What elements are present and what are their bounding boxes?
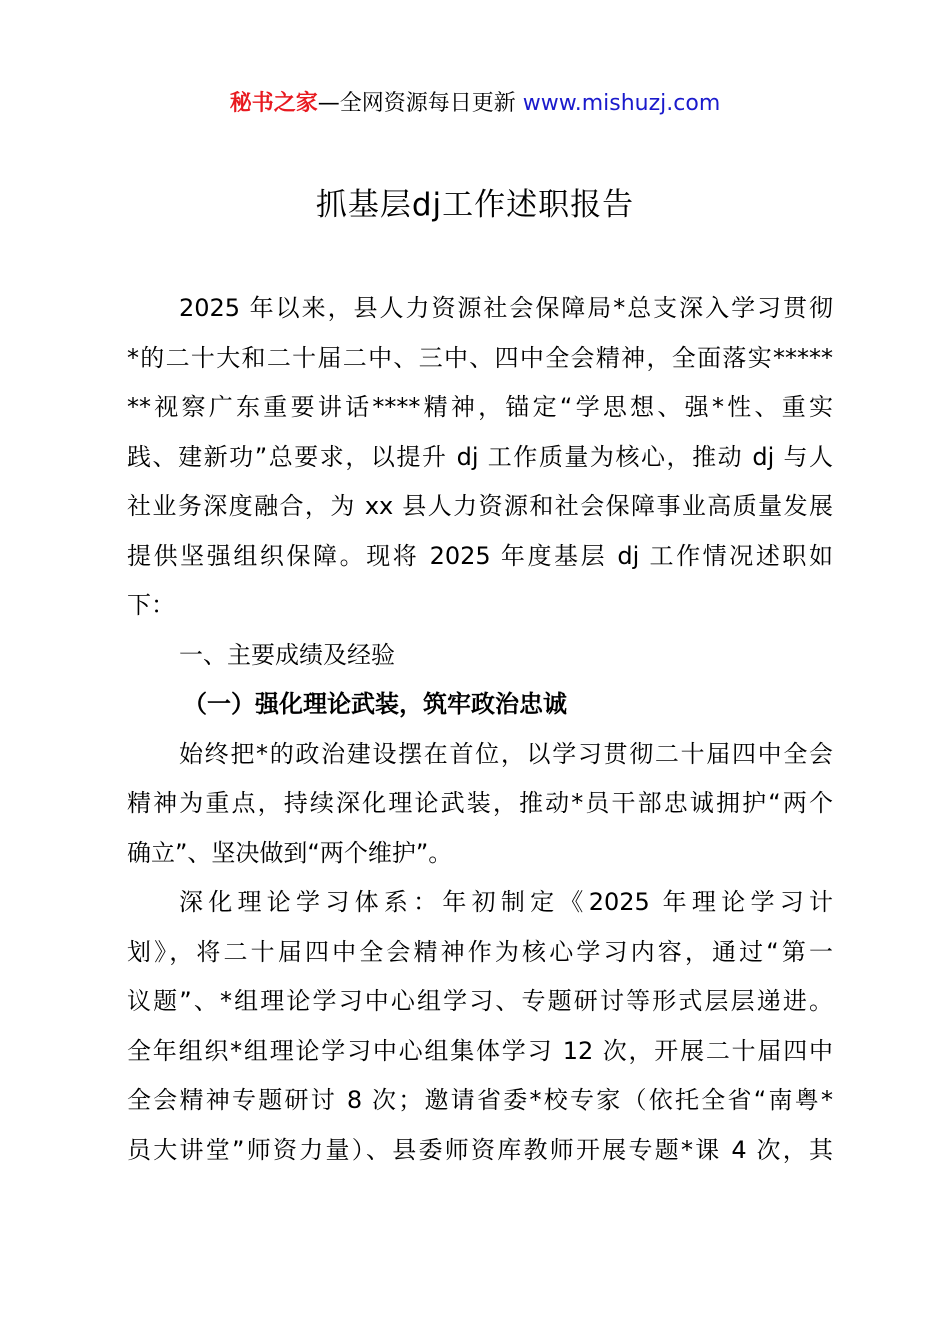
paragraph-line: 确立”、坚决做到“两个维护”。: [127, 838, 453, 867]
site-brand: 秘书之家: [229, 91, 318, 116]
paragraph-line: 议题”、*组理论学习中心组学习、专题研讨等形式层层递进。: [127, 987, 833, 1015]
subsection-heading: （一）强化理论武装，筑牢政治忠诚: [183, 690, 567, 718]
paragraph-line: *的二十大和二十届二中、三中、四中全会精神，全面落实*****: [127, 343, 833, 372]
paragraph-line: 全年组织*组理论学习中心组集体学习 12 次，开展二十届四中: [127, 1036, 833, 1065]
paragraph-line: 深化理论学习体系：年初制定《2025 年理论学习计: [179, 888, 833, 916]
paragraph-line: 精神为重点，持续深化理论武装，推动*员干部忠诚拥护“两个: [127, 789, 833, 817]
paragraph-line: 践、建新功”总要求，以提升 dj 工作质量为核心，推动 dj 与人: [127, 442, 833, 471]
paragraph-line: 员大讲堂”师资力量）、县委师资库教师开展专题*课 4 次，其: [127, 1135, 833, 1164]
site-header: [0, 88, 950, 120]
paragraph-line: 划》，将二十届四中全会精神作为核心学习内容，通过“第一: [127, 937, 833, 966]
paragraph-line: 提供坚强组织保障。现将 2025 年度基层 dj 工作情况述职如: [127, 541, 833, 570]
document-title: 抓基层dj工作述职报告: [315, 187, 635, 223]
paragraph-line: 2025 年以来，县人力资源社会保障局*总支深入学习贯彻: [179, 294, 833, 322]
site-url-link[interactable]: www.mishuzj.com: [522, 91, 721, 116]
paragraph-line: **视察广东重要讲话****精神，锚定“学思想、强*性、重实: [127, 393, 833, 421]
paragraph-line: 全会精神专题研讨 8 次；邀请省委*校专家（依托全省“南粤*: [127, 1086, 833, 1114]
section-heading: 一、主要成绩及经验: [179, 640, 395, 669]
paragraph-line: 下：: [127, 591, 175, 619]
paragraph-line: 社业务深度融合，为 xx 县人力资源和社会保障事业高质量发展: [127, 492, 833, 520]
document-body: [127, 284, 833, 1175]
paragraph-line: 始终把*的政治建设摆在首位，以学习贯彻二十届四中全会: [179, 739, 833, 768]
site-tagline: —全网资源每日更新: [317, 91, 523, 116]
